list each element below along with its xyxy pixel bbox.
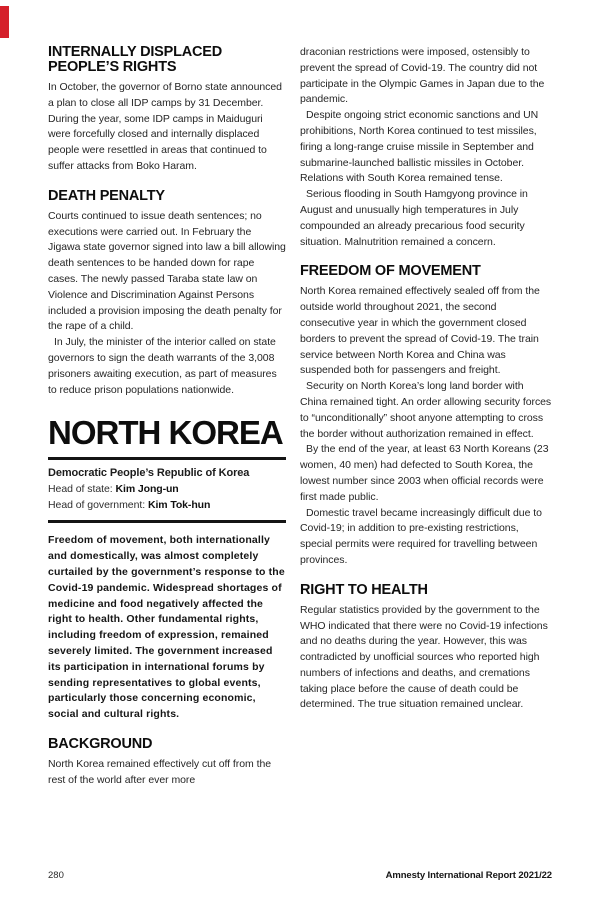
page-footer: [48, 870, 552, 881]
section-death-penalty: [48, 189, 286, 399]
paragraph-background-continuation-3: Serious flooding in South Hamgyong province in August and unusually high temperatures in July compounded an already precarious food security situation. Malnutrition remained a concern.: [300, 188, 528, 248]
page-number: 280: [48, 870, 64, 881]
head-of-government-name: Kim Tok-hun: [147, 499, 211, 512]
section-freedom-of-movement: [300, 264, 552, 568]
paragraph-idp-rights-1: In October, the governor of Borno state announced a plan to close all IDP camps by 31 December. During the year, some IDP camps in Maiduguri were forcefully closed and internally displaced people were resettled in areas that continued to suffer attacks from Boko Haram.: [48, 81, 282, 172]
paragraph-background-continuation-2: Despite ongoing strict economic sanctions and UN prohibitions, North Korea continued to test missiles, firing a long-range cruise missile in September and submarine-launched ballistic missiles in October. Relations with South Korea remained tense.: [300, 109, 539, 185]
section-heading-idp-rights: INTERNALLY DISPLACED PEOPLE’S RIGHTS: [48, 44, 223, 75]
country-info-block: [48, 460, 286, 520]
head-of-government-label: Head of government:: [48, 499, 148, 512]
paragraph-death-penalty-2: In July, the minister of the interior called on state governors to sign the death warrants of the 3,008 prisoners awaiting execution, as part of measures to reduce prison populations nationwide.: [48, 336, 277, 396]
paragraph-background-1: North Korea remained effectively cut off from the rest of the world after ever more: [48, 757, 272, 786]
section-background: [48, 737, 286, 789]
divider-bottom: [48, 520, 286, 523]
country-section-north-korea: [48, 416, 286, 723]
paragraph-freedom-1: North Korea remained effectively sealed off from the outside world throughout 2021, the second consecutive year in which the government closed borders to prevent the spread of Covid-19. The train service between North Korea and China was suspended both for passengers and freight.: [300, 285, 540, 377]
page-corner-accent-mark: [0, 6, 9, 38]
report-title: Amnesty International Report 2021/22: [385, 870, 552, 881]
paragraph-death-penalty-1: Courts continued to issue death sentences; no executions were carried out. In February the Jigawa state governor signed into law a bill allowing death sentences to be handed down for rape cases. The newly passed Taraba state law on Violence and Discrimination Against Persons included a provision imposing the death penalty for the rape of a child.: [48, 209, 286, 333]
head-of-state-name: Kim Jong-un: [115, 483, 179, 496]
paragraph-freedom-4: Domestic travel became increasingly difficult due to Covid-19; in addition to pre-existing restrictions, special permits were required for travelling between provinces.: [300, 506, 542, 566]
head-of-government-line: [48, 497, 286, 513]
country-summary: Freedom of movement, both internationally and domestically, was almost completely curtailed by the government’s response to the Covid-19 pandemic. Widespread shortages of medicine and food negatively affected the right to health. Other fundamental rights, including freedom of expression, remained severely limited. The government increased its participation in international forums by sending representatives to global events, particularly those concerning economic, social and cultural rights.: [48, 534, 285, 721]
section-heading-right-to-health: RIGHT TO HEALTH: [300, 581, 428, 598]
section-right-to-health: [300, 583, 552, 714]
country-title: NORTH KOREA: [48, 414, 283, 452]
left-column: [48, 45, 286, 789]
section-heading-death-penalty: DEATH PENALTY: [48, 187, 165, 204]
section-heading-background: BACKGROUND: [48, 735, 153, 752]
paragraph-freedom-2: Security on North Korea’s long land border with China remained tight. An order allowing security forces to “unconditionally” shoot anyone attempting to cross the border without authorization remained in effect.: [300, 380, 552, 440]
right-column: [300, 45, 552, 789]
head-of-state-line: [48, 481, 286, 497]
country-official-name: Democratic People’s Republic of Korea: [48, 467, 250, 480]
section-heading-freedom-of-movement: FREEDOM OF MOVEMENT: [300, 263, 481, 280]
section-idp-rights: [48, 45, 286, 175]
head-of-state-label: Head of state:: [48, 483, 116, 496]
paragraph-freedom-3: By the end of the year, at least 63 North Koreans (23 women, 40 men) had defected to South Korea, the lowest number since 2003 when official records were first made public.: [300, 443, 549, 503]
paragraph-background-continuation-1: draconian restrictions were imposed, ostensibly to prevent the spread of Covid-19. The country did not participate in the Olympic Games in Japan due to the pandemic.: [300, 46, 545, 106]
paragraph-health-1: Regular statistics provided by the government to the WHO indicated that there were no Covid-19 infections and no deaths during the year. However, this was contradicted by unofficial sources who reported high numbers of infections and deaths, and cremations taking place before the cause of death could be determined. The true situation remained unclear.: [300, 603, 548, 711]
